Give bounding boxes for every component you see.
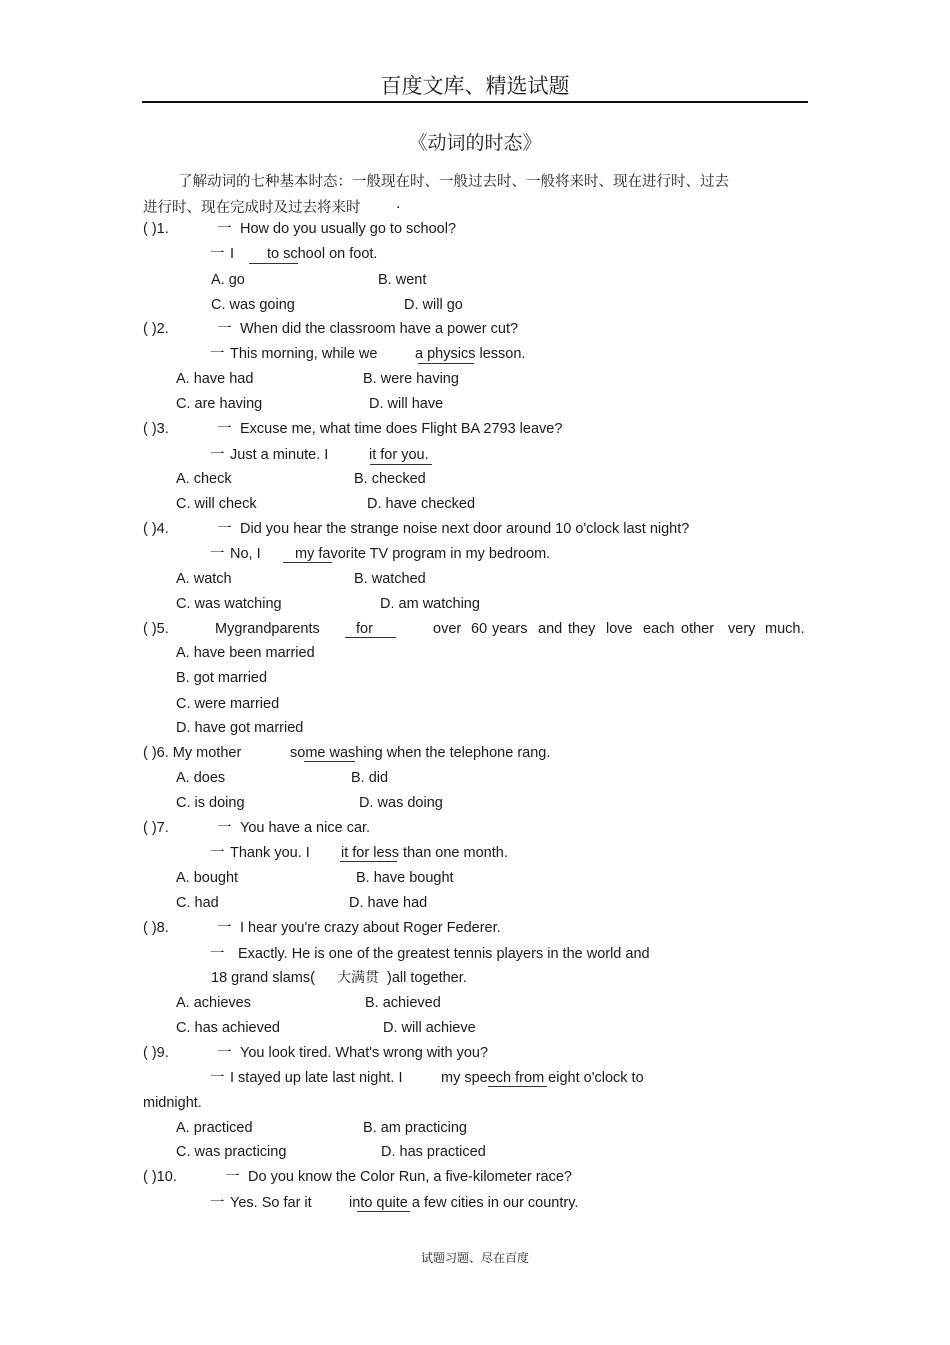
answer-text: my favorite TV program in my bedroom. xyxy=(295,546,551,562)
question-number: ( )5. xyxy=(143,621,169,637)
question-number: ( )2. xyxy=(143,321,169,337)
dialog-dash: 一 xyxy=(217,1045,232,1061)
option-d: D. will go xyxy=(404,297,463,313)
answer-text: 18 grand slams( xyxy=(211,970,315,986)
option-d: D. have had xyxy=(349,895,428,911)
option-c: C. will check xyxy=(176,496,257,512)
question-number: ( )10. xyxy=(143,1169,177,1185)
dialog-dash: 一 xyxy=(217,221,232,237)
answer-blank xyxy=(304,761,355,762)
option-c: C. has achieved xyxy=(176,1020,280,1036)
dialog-dash: 一 xyxy=(210,1070,225,1086)
answer-blank xyxy=(488,1086,547,1087)
option-d: D. am watching xyxy=(380,596,480,612)
answer-text: I xyxy=(230,246,235,262)
option-c: C. was practicing xyxy=(176,1144,287,1160)
dialog-dash: 一 xyxy=(225,1169,240,1185)
answer-text: No, I xyxy=(230,546,261,562)
page-footer: 试题习题、尽在百度 xyxy=(420,1251,529,1265)
answer-text: midnight. xyxy=(143,1095,202,1111)
question-word: years xyxy=(492,621,528,637)
answer-text: into quite a few cities in our country. xyxy=(349,1195,579,1211)
question-number: ( )8. xyxy=(143,920,169,936)
answer-text: Thank you. I xyxy=(230,845,310,861)
answer-blank xyxy=(283,562,332,563)
answer-text: Yes. So far it xyxy=(230,1195,312,1211)
answer-text: Just a minute. I xyxy=(230,447,329,463)
question-text: Do you know the Color Run, a five-kilometer race? xyxy=(248,1169,572,1185)
question-word: other xyxy=(681,621,715,637)
question-word: 60 xyxy=(471,621,488,637)
option-c: C. are having xyxy=(176,396,263,412)
option-b: B. have bought xyxy=(356,870,454,886)
question-number: ( )1. xyxy=(143,221,169,237)
question-text: You look tired. What's wrong with you? xyxy=(240,1045,489,1061)
question-text: How do you usually go to school? xyxy=(240,221,457,237)
option-a: A. practiced xyxy=(176,1120,253,1136)
option-c: C. was going xyxy=(211,297,295,313)
dialog-dash: 一 xyxy=(210,845,225,861)
answer-blank xyxy=(418,363,474,364)
answer-text: This morning, while we xyxy=(230,346,378,362)
question-word: for xyxy=(356,621,373,637)
question-text: Did you hear the strange noise next door around 10 o'clock last night? xyxy=(240,521,690,537)
option-a: A. does xyxy=(176,770,226,786)
question-text: some washing when the telephone rang. xyxy=(290,745,551,761)
option-b: B. got married xyxy=(176,670,268,686)
question-word: each xyxy=(643,621,675,637)
intro-line-2: 进行时、现在完成时及过去将来时 xyxy=(143,200,361,216)
answer-blank xyxy=(357,1211,410,1212)
header-divider xyxy=(142,101,808,103)
answer-text: it for you. xyxy=(369,447,429,463)
question-word: love xyxy=(606,621,633,637)
dialog-dash: 一 xyxy=(217,920,232,936)
option-b: B. did xyxy=(351,770,389,786)
dialog-dash: 一 xyxy=(217,321,232,337)
option-d: D. was doing xyxy=(359,795,443,811)
option-a: A. have had xyxy=(176,371,254,387)
answer-blank xyxy=(340,861,397,862)
dialog-dash: 一 xyxy=(217,820,232,836)
question-word: very xyxy=(728,621,756,637)
option-c: C. had xyxy=(176,895,219,911)
option-d: D. have got married xyxy=(176,720,304,736)
dialog-dash: 一 xyxy=(217,421,232,437)
option-b: B. went xyxy=(378,272,427,288)
intro-line-1: 了解动词的七种基本时态：一般现在时、一般过去时、一般将来时、现在进行时、过去 xyxy=(178,174,729,190)
option-a: A. bought xyxy=(176,870,239,886)
option-b: B. watched xyxy=(354,571,426,587)
question-word: Mygrandparents xyxy=(215,621,320,637)
option-d: D. have checked xyxy=(367,496,476,512)
question-word: over xyxy=(433,621,462,637)
question-number: ( )6. My mother xyxy=(143,745,242,761)
option-b: B. were having xyxy=(363,371,459,387)
option-b: B. checked xyxy=(354,471,426,487)
answer-blank xyxy=(345,637,396,638)
option-a: A. check xyxy=(176,471,232,487)
option-a: A. go xyxy=(211,272,245,288)
option-d: D. has practiced xyxy=(381,1144,486,1160)
answer-text: to school on foot. xyxy=(267,246,378,262)
option-c: C. is doing xyxy=(176,795,245,811)
answer-text: a physics lesson. xyxy=(415,346,526,362)
option-c: C. was watching xyxy=(176,596,282,612)
option-a: A. achieves xyxy=(176,995,251,1011)
dialog-dash: 一 xyxy=(217,521,232,537)
answer-text: it for less than one month. xyxy=(341,845,508,861)
option-b: B. achieved xyxy=(365,995,441,1011)
question-text: When did the classroom have a power cut? xyxy=(240,321,519,337)
option-c: C. were married xyxy=(176,696,280,712)
question-text: I hear you're crazy about Roger Federer. xyxy=(240,920,501,936)
answer-text: I stayed up late last night. I xyxy=(230,1070,403,1086)
intro-period: . xyxy=(396,196,401,212)
option-d: D. will have xyxy=(369,396,444,412)
answer-text: )all together. xyxy=(387,970,467,986)
question-text: Excuse me, what time does Flight BA 2793 leave? xyxy=(240,421,563,437)
answer-blank xyxy=(370,464,432,465)
dialog-dash: 一 xyxy=(210,946,225,962)
question-word: they xyxy=(568,621,596,637)
question-number: ( )7. xyxy=(143,820,169,836)
page-header-title: 百度文库、精选试题 xyxy=(380,74,570,98)
question-number: ( )3. xyxy=(143,421,169,437)
dialog-dash: 一 xyxy=(210,447,225,463)
question-text: You have a nice car. xyxy=(240,820,371,836)
option-b: B. am practicing xyxy=(363,1120,467,1136)
annotation-cn: 大满贯 xyxy=(337,970,379,986)
question-number: ( )9. xyxy=(143,1045,169,1061)
dialog-dash: 一 xyxy=(210,546,225,562)
dialog-dash: 一 xyxy=(210,246,225,262)
dialog-dash: 一 xyxy=(210,346,225,362)
question-word: much. xyxy=(765,621,805,637)
option-a: A. watch xyxy=(176,571,232,587)
option-d: D. will achieve xyxy=(383,1020,476,1036)
document-title: 《动词的时态》 xyxy=(408,132,542,154)
question-number: ( )4. xyxy=(143,521,169,537)
answer-text: my speech from eight o'clock to xyxy=(441,1070,644,1086)
answer-blank xyxy=(249,263,298,264)
dialog-dash: 一 xyxy=(210,1195,225,1211)
option-a: A. have been married xyxy=(176,645,315,661)
question-word: and xyxy=(538,621,563,637)
answer-text: Exactly. He is one of the greatest tennis players in the world and xyxy=(238,946,650,962)
